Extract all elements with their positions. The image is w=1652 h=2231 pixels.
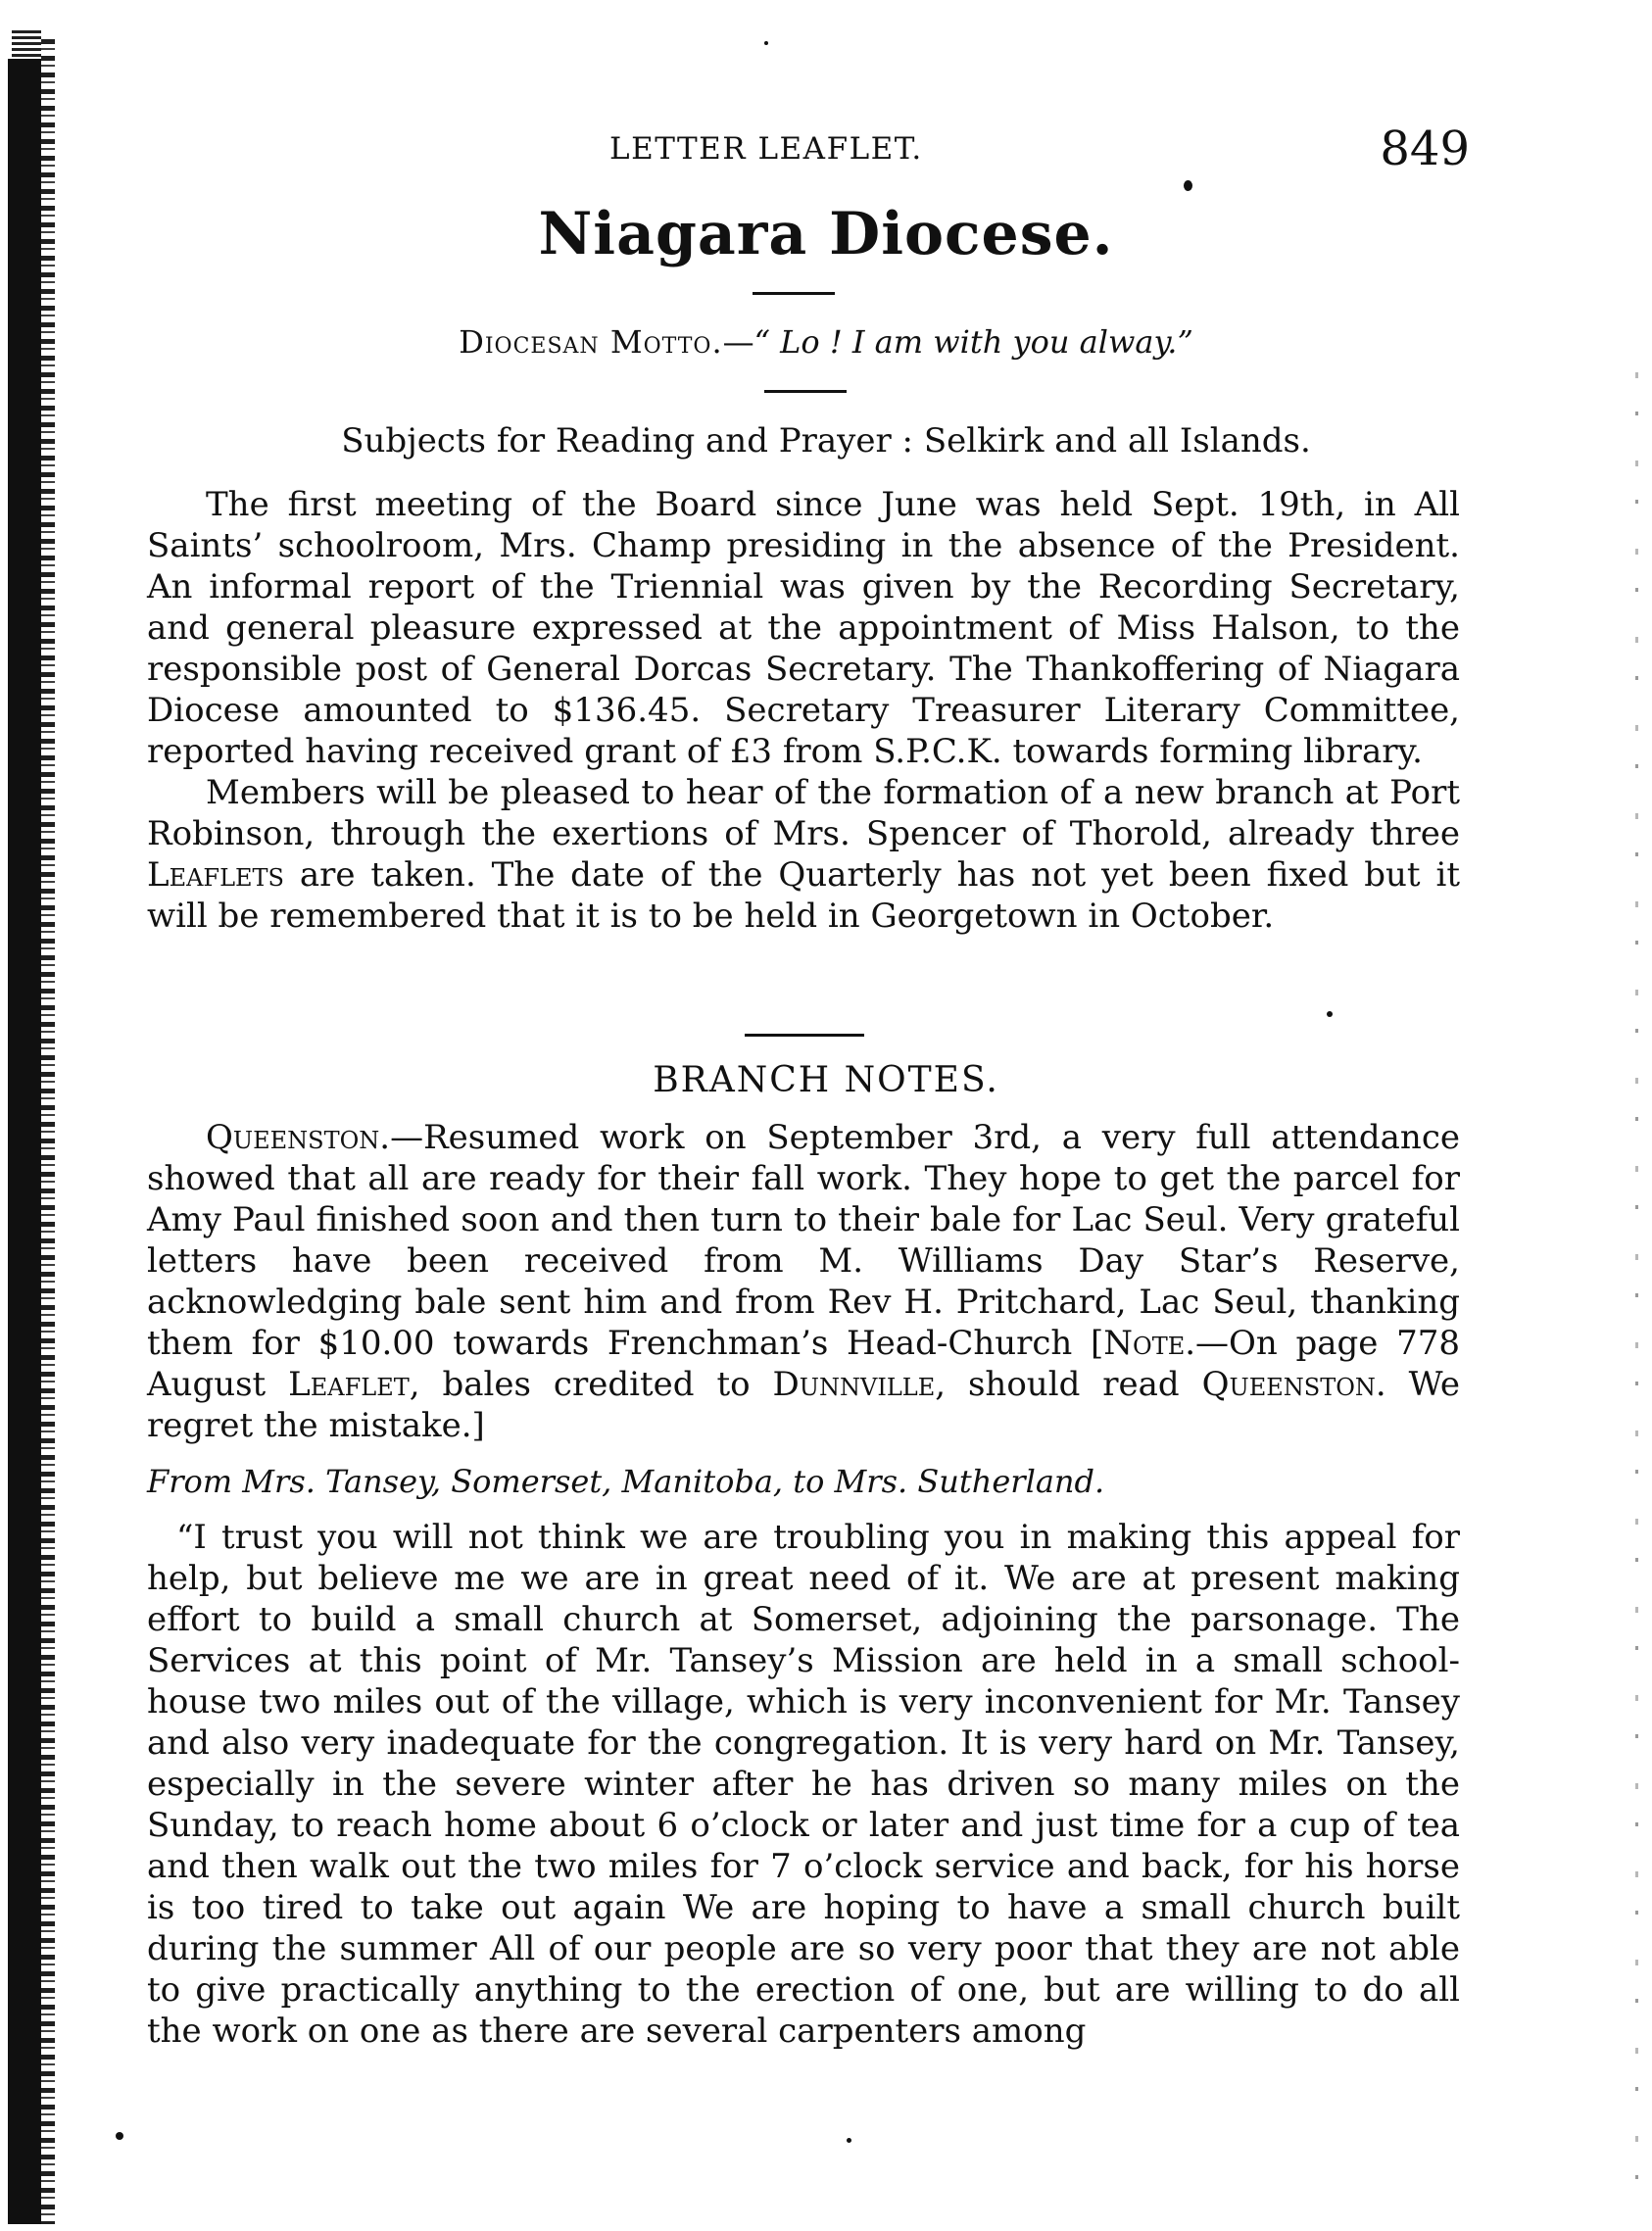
- motto-label: Diocesan Motto.: [459, 323, 723, 361]
- dunnville-label: Dunnville: [772, 1365, 936, 1404]
- new-branch-paragraph: [147, 772, 1460, 937]
- scan-speck: [847, 2138, 851, 2143]
- diocesan-motto: [0, 323, 1652, 361]
- divider-rule: [753, 292, 835, 295]
- subjects-for-prayer: Subjects for Reading and Prayer : Selkirk and all Islands.: [341, 421, 1311, 461]
- motto-text: “ Lo ! I am with you alway.”: [753, 323, 1193, 361]
- queenston-text: —Resumed work on September 3rd, a very full attendance showed that all are ready for their fall work. They hope to get the parcel for Amy Paul finished soon and then turn to their bale for Lac Seul. Very grateful letters have been received from M. Williams Day Star’s Reserve, acknowledging bale sent him and from Rev H. Pritchard, Lac Seul, thanking them for $10.00 towards Frenchman’s Head-Church [: [147, 1118, 1460, 1363]
- binding-fringe: [41, 39, 55, 2224]
- divider-rule: [764, 390, 847, 393]
- letter-heading: From Mrs. Tansey, Somerset, Manitoba, to Mrs. Sutherland.: [147, 1463, 1105, 1500]
- board-meeting-paragraph: The first meeting of the Board since June was held Sept. 19th, in All Saints’ schoolroom, Mrs. Champ presiding in the absence of the President. An informal report of the Triennial was given by the Recording Secretary, and general pleasure expressed at the appointment of Miss Halson, to the responsible post of General Dorcas Secretary. The Thankoffering of Niagara Diocese amounted to $136.45. Secretary Treasurer Literary Committee, reported having received grant of £3 from S.P.C.K. towards forming library.: [147, 485, 1460, 771]
- quarterly-text: are taken. The date of the Quarterly has not yet been fixed but it will be remembered that it is to be held in Georgetown in October.: [147, 855, 1460, 936]
- running-header: [147, 123, 1470, 182]
- page-number: 849: [1380, 121, 1470, 176]
- regret-text: . We regret the mistake.]: [147, 1365, 1460, 1445]
- queenston-paragraph: [147, 1117, 1460, 1446]
- divider-rule: [745, 1034, 864, 1037]
- board-meeting-report: [147, 484, 1460, 937]
- motto-dash: —: [722, 323, 754, 361]
- queenston-label: Queenston.: [206, 1118, 391, 1157]
- scan-speck: [1327, 1011, 1333, 1017]
- right-margin-noise: [1635, 372, 1638, 2214]
- queenston-label-2: Queenston: [1201, 1365, 1376, 1404]
- should-read-text: , should read: [935, 1365, 1202, 1404]
- letter-paragraph: “I trust you will not think we are troubling you in making this appeal for help, but believe me we are in great need of it. We are at present making effort to build a small church at Somerset, adjoining the parsonage. The Services at this point of Mr. Tansey’s Mission are held in a small school-house two miles out of the village, which is very inconvenient for Mr. Tansey and also very inadequate for the congregation. It is very hard on Mr. Tansey, especially in the severe winter after he has driven so many miles on the Sunday, to reach home about 6 o’clock or later and just time for a cup of tea and then walk out the two miles for 7 o’clock service and back, for his horse is too tired to take out again We are hoping to have a small church built during the summer All of our people are so very poor that they are not able to give practically anything to the erection of one, but are willing to do all the work on one as there are several carpenters among: [147, 1518, 1460, 2051]
- scan-speck: [764, 41, 768, 45]
- branch-notes-heading: BRANCH NOTES.: [653, 1060, 999, 1100]
- leaflet-label: Leaflet: [288, 1365, 410, 1404]
- running-title: LETTER LEAFLET.: [609, 131, 923, 167]
- binding-dark-band: [8, 59, 45, 2224]
- queenston-note: [147, 1117, 1460, 1446]
- letter-body: [147, 1517, 1460, 2052]
- bales-credited-text: , bales credited to: [409, 1365, 773, 1404]
- leaflets-label: Leaflets: [147, 855, 284, 895]
- note-label: Note.: [1103, 1324, 1196, 1363]
- note-text: —On page 778 August: [147, 1324, 1460, 1404]
- diocese-title: Niagara Diocese.: [538, 200, 1114, 268]
- scan-speck: [116, 2132, 123, 2140]
- new-branch-text: Members will be pleased to hear of the formation of a new branch at Port Robinson, through the exertions of Mrs. Spencer of Thorold, already three: [147, 773, 1460, 853]
